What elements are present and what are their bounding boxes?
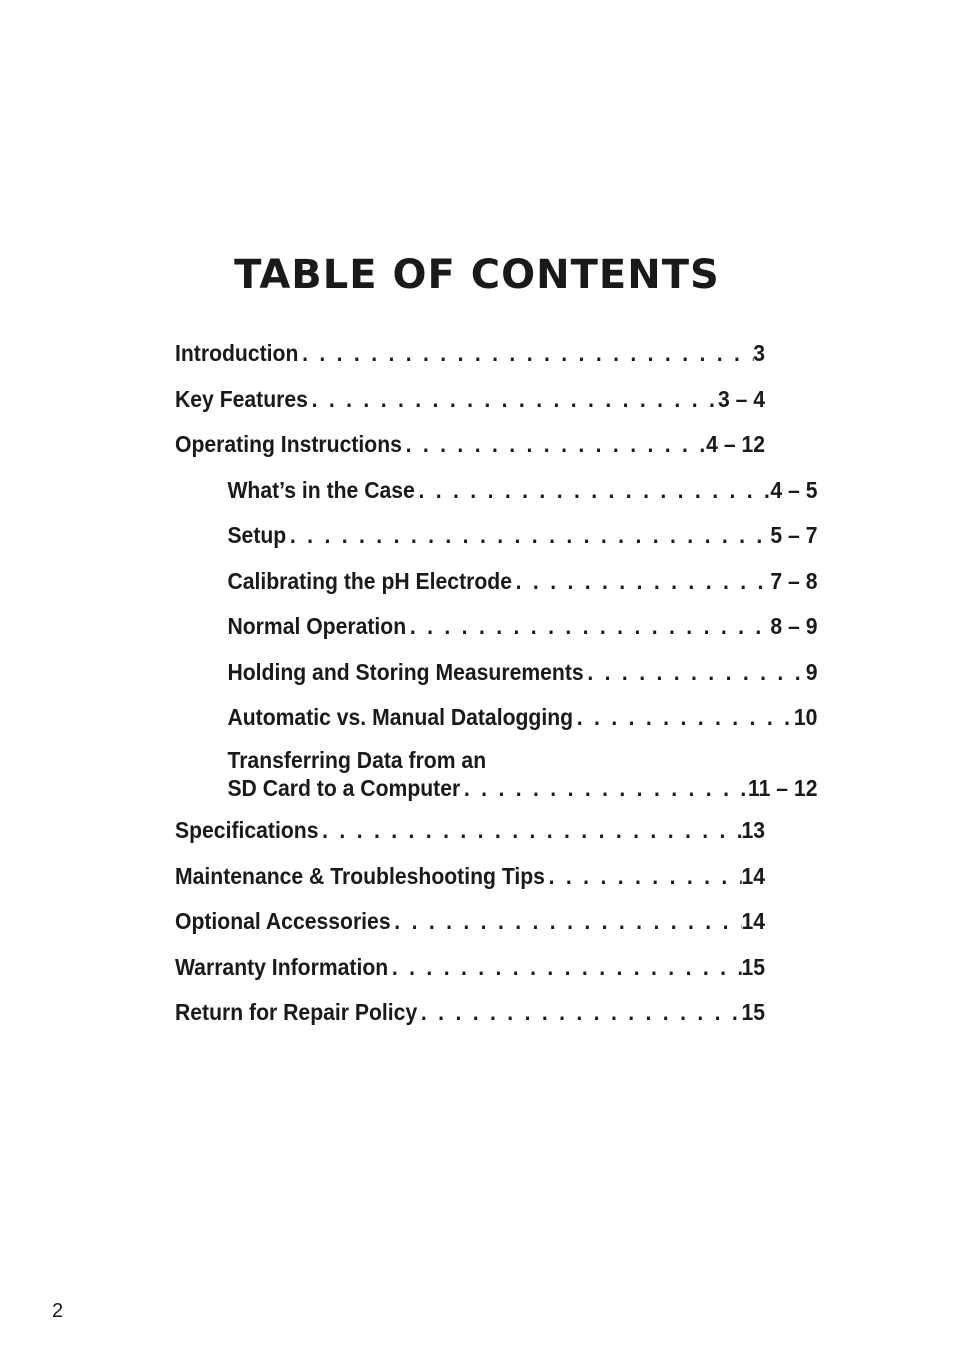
table-of-contents (175, 336, 818, 1041)
dot-leader (417, 995, 741, 1029)
toc-entry-page: 8 – 9 (770, 613, 818, 639)
toc-entry-page: 3 (753, 340, 766, 366)
dot-leader (545, 859, 742, 893)
toc-entry-label-line1: Transferring Data from an (227, 746, 487, 773)
page-title: TABLE OF CONTENTS (234, 252, 720, 298)
toc-entry-label: Return for Repair Policy (175, 999, 418, 1025)
toc-entry-key-features[interactable] (175, 382, 765, 416)
toc-entry-whats-in-the-case[interactable] (175, 473, 817, 507)
dot-leader (460, 774, 748, 802)
toc-entry-page: 3 – 4 (717, 385, 766, 412)
toc-entry-page: 11 – 12 (748, 774, 818, 801)
toc-entry-label: Automatic vs. Manual Datalogging (227, 704, 574, 730)
toc-entry-automatic-vs-manual-datalogging[interactable] (175, 700, 817, 734)
toc-entry-page: 4 – 12 (706, 431, 766, 457)
toc-entry-transferring-data[interactable] (175, 746, 817, 802)
toc-entry-page: 13 (741, 817, 766, 843)
toc-entry-label: Optional Accessories (175, 908, 391, 934)
toc-entry-label: Normal Operation (227, 613, 407, 639)
toc-entry-page: 14 (741, 908, 766, 934)
dot-leader (391, 904, 742, 938)
toc-entry-label: Specifications (175, 817, 319, 843)
toc-entry-label: Maintenance & Troubleshooting Tips (175, 862, 545, 889)
toc-entry-label: Introduction (175, 340, 299, 366)
toc-entry-setup[interactable] (175, 518, 817, 552)
dot-leader (402, 427, 706, 461)
toc-entry-operating-instructions[interactable] (175, 427, 765, 461)
toc-entry-optional-accessories[interactable] (175, 904, 765, 938)
toc-entry-label-line2: SD Card to a Computer (227, 774, 461, 801)
toc-entry-warranty-information[interactable] (175, 950, 765, 984)
dot-leader (573, 700, 794, 734)
toc-entry-normal-operation[interactable] (175, 609, 817, 643)
toc-entry-label: Operating Instructions (175, 431, 402, 457)
page-number: 2 (52, 1300, 64, 1322)
toc-entry-page: 7 – 8 (770, 567, 818, 594)
dot-leader (584, 655, 806, 689)
toc-entry-label: Setup (227, 522, 287, 548)
dot-leader (308, 382, 718, 416)
toc-entry-label: Warranty Information (175, 953, 389, 980)
dot-leader (388, 950, 741, 984)
toc-entry-page: 5 – 7 (770, 522, 818, 548)
toc-entry-specifications[interactable] (175, 813, 765, 847)
toc-entry-page: 14 (741, 862, 766, 889)
toc-entry-holding-storing-measurements[interactable] (175, 655, 817, 689)
dot-leader (318, 813, 741, 847)
toc-entry-page: 9 (805, 658, 818, 685)
toc-entry-line2 (227, 774, 817, 802)
toc-entry-label: Holding and Storing Measurements (227, 658, 584, 685)
toc-entry-return-for-repair-policy[interactable] (175, 995, 765, 1029)
toc-entry-page: 15 (741, 953, 766, 980)
dot-leader (512, 564, 770, 598)
toc-entry-calibrating-ph-electrode[interactable] (175, 564, 817, 598)
dot-leader (406, 609, 770, 643)
toc-entry-page: 10 (793, 704, 818, 730)
toc-entry-page: 4 – 5 (770, 476, 818, 503)
dot-leader (286, 518, 770, 552)
toc-entry-label: What’s in the Case (227, 476, 415, 503)
dot-leader (415, 473, 771, 507)
toc-entry-page: 15 (741, 999, 766, 1025)
dot-leader (298, 336, 753, 370)
toc-entry-maintenance-troubleshooting[interactable] (175, 859, 765, 893)
toc-entry-label: Calibrating the pH Electrode (227, 567, 512, 594)
toc-entry-introduction[interactable] (175, 336, 765, 370)
toc-entry-label: Key Features (175, 385, 308, 412)
